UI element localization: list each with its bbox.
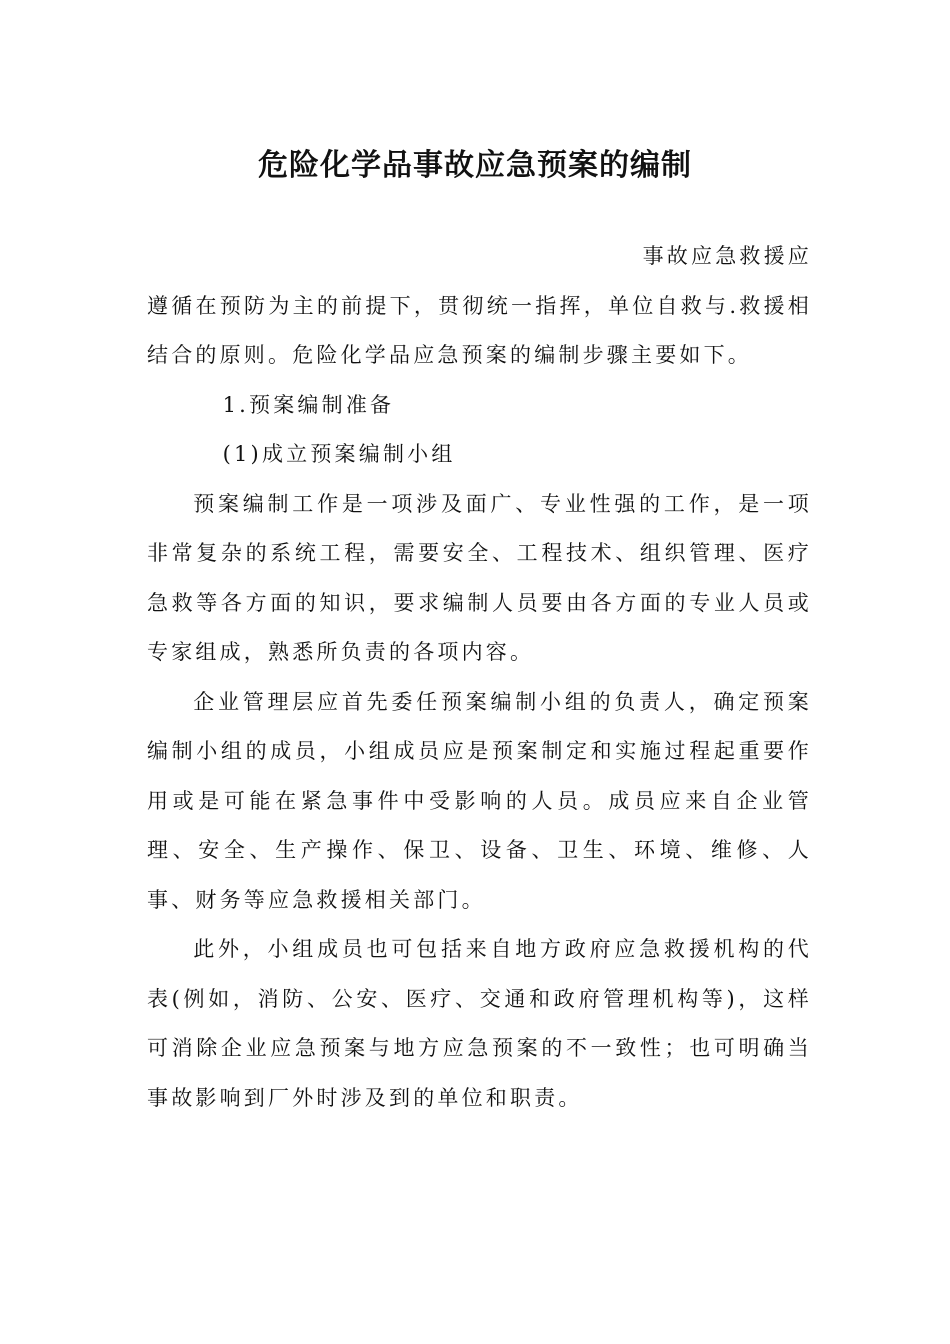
intro-lead-text: 事故应急救援应 bbox=[642, 244, 812, 268]
document-title: 危险化学品事故应急预案的编制 bbox=[258, 148, 692, 184]
body-paragraph: 此外，小组成员也可包括来自地方政府应急救援机构的代表(例如，消防、公安、医疗、交通和政府管理机构等)，这样可消除企业应急预案与地方应急预案的不一致性；也可明确当事故影响到厂外时涉及到的单位和职责。 bbox=[147, 937, 812, 1110]
body-paragraph: 企业管理层应首先委任预案编制小组的负责人，确定预案编制小组的成员，小组成员应是预案制定和实施过程起重要作用或是可能在紧急事件中受影响的人员。成员应来自企业管理、安全、生产操作、保卫、设备、卫生、环境、维修、人事、财务等应急救援相关部门。 bbox=[147, 689, 812, 912]
body-paragraph: 预案编制工作是一项涉及面广、专业性强的工作，是一项非常复杂的系统工程，需要安全、工程技术、组织管理、医疗急救等各方面的知识，要求编制人员要由各方面的专业人员或专家组成，熟悉所负责的各项内容。 bbox=[147, 491, 812, 664]
intro-rest-text: 遵循在预防为主的前提下，贯彻统一指挥，单位自救与.救援相结合的原则。危险化学品应急预案的编制步骤主要如下。 bbox=[147, 293, 812, 367]
intro-paragraph bbox=[147, 232, 812, 381]
document-body bbox=[147, 232, 812, 1123]
section-heading: 1.预案编制准备 bbox=[222, 392, 395, 417]
subsection-heading: (1)成立预案编制小组 bbox=[222, 442, 456, 466]
